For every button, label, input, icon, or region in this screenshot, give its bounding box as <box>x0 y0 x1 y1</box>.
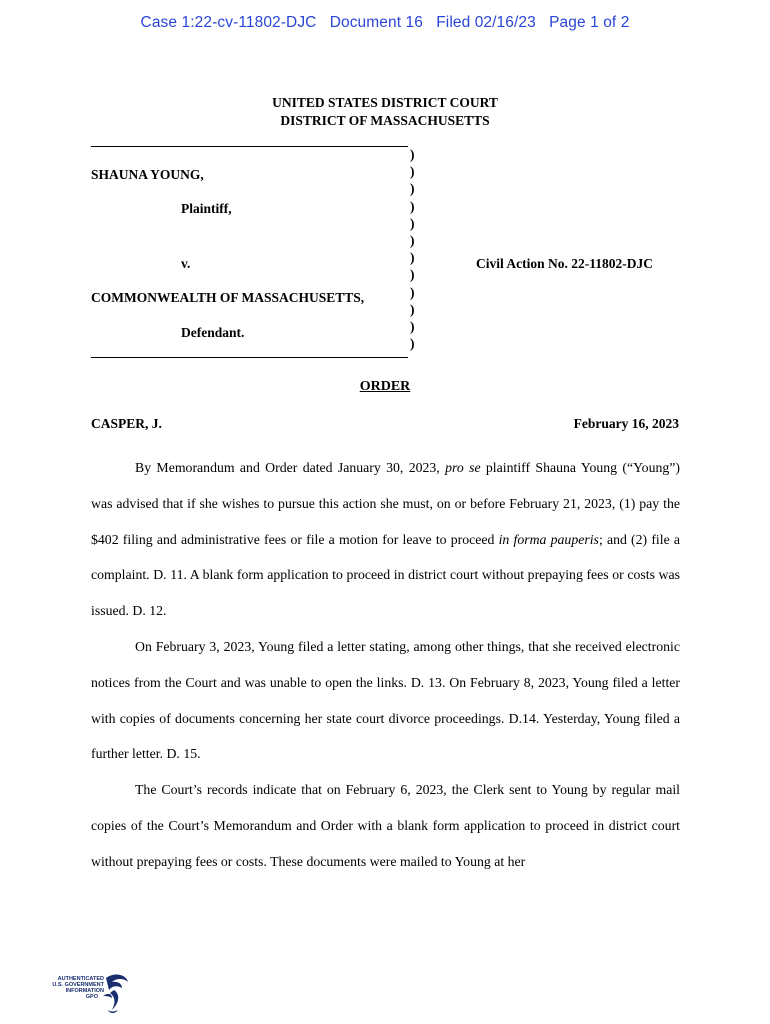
case-header-stamp: Case 1:22-cv-11802-DJC Document 16 Filed 02/16/23 Page 1 of 2 <box>140 14 630 31</box>
gpo-text-gpo: GPO <box>85 994 98 1000</box>
paragraph-1: By Memorandum and Order dated January 30, 2023, pro se plaintiff Shauna Young (“Young”) was advised that if she wishes to pursue this action she must, on or before February 21, 2023, (1) pay the $402 filing and administrative fees or file a motion for leave to proceed in forma pauperis; and (2) file a complaint. D. 11. A blank form application to proceed in district court without prepaying fees or costs was issued. D. 12. <box>91 460 681 619</box>
in-forma-pauperis-italic: in forma pauperis <box>498 531 599 547</box>
order-date: February 16, 2023 <box>573 416 679 431</box>
order-title: ORDER <box>359 379 411 394</box>
plaintiff-role: Plaintiff, <box>181 201 232 216</box>
judge-name: CASPER, J. <box>91 416 162 431</box>
defendant-role: Defendant. <box>181 325 245 340</box>
plaintiff-name: SHAUNA YOUNG, <box>91 167 204 182</box>
defendant-name: COMMONWEALTH OF MASSACHUSETTS, <box>91 290 365 305</box>
caption-parens: ) ) ) ) ) ) ) ) ) ) ) ) <box>410 147 415 352</box>
gpo-text-authenticated: AUTHENTICATED <box>57 976 104 982</box>
pro-se-italic: pro se <box>445 460 481 475</box>
paragraph-3: The Court’s records indicate that on February 6, 2023, the Clerk sent to Young by regular mail copies of the Court’s Memorandum and Order with a blank form application to proceed in district court without prepaying fees or costs. These documents were mailed to Young at her <box>91 782 680 869</box>
court-name: UNITED STATES DISTRICT COURT <box>272 95 498 110</box>
gpo-text-information: INFORMATION <box>65 988 104 994</box>
versus: v. <box>181 256 191 271</box>
paragraph-2: On February 3, 2023, Young filed a letter stating, among other things, that she received electronic notices from the Court and was unable to open the links. D. 13. On February 8, 2023, Young filed a letter with copies of documents concerning her state court divorce proceedings. D.14. Yesterday, Young filed a further letter. D. 15. <box>91 638 680 762</box>
eagle-icon <box>100 972 130 1016</box>
gpo-authentication-logo <box>44 972 130 1018</box>
caption-bottom-rule <box>91 357 408 358</box>
court-district: DISTRICT OF MASSACHUSETTS <box>280 113 490 128</box>
caption-top-rule <box>91 146 408 147</box>
court-heading <box>0 94 770 130</box>
gpo-text-government: U.S. GOVERNMENT <box>52 982 104 988</box>
civil-action-number: Civil Action No. 22-11802-DJC <box>476 256 653 271</box>
order-body <box>91 450 680 880</box>
